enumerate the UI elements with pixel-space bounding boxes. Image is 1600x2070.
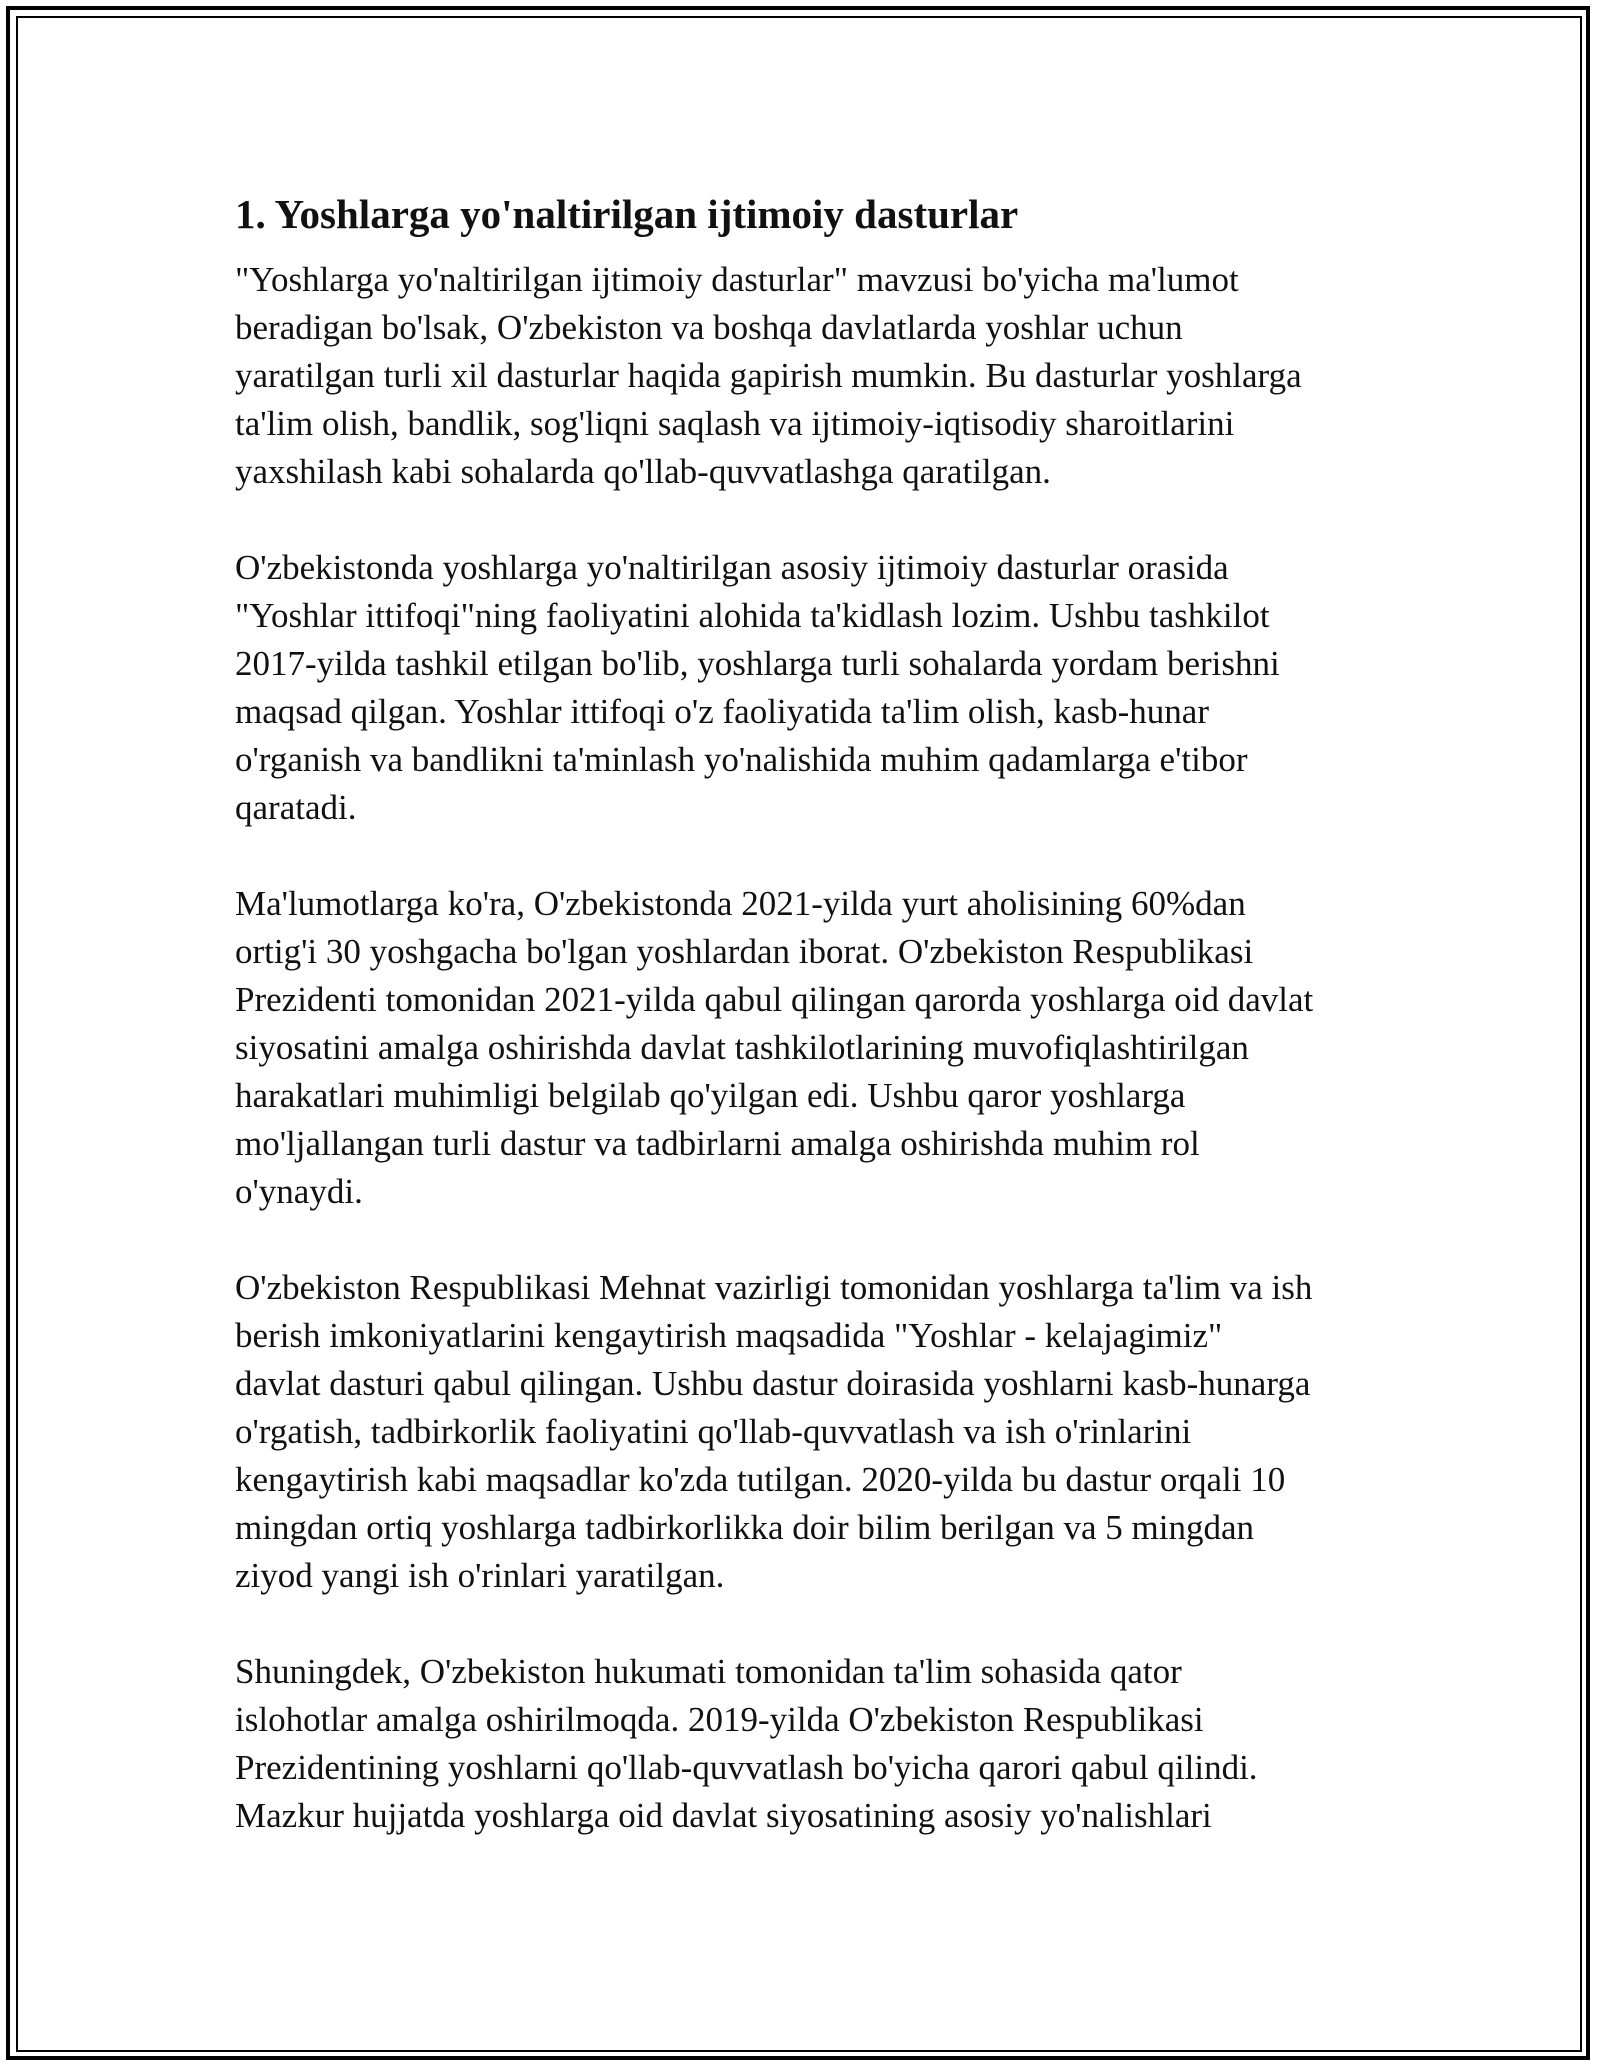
text-line: o'rganish va bandlikni ta'minlash yo'nalishida muhim qadamlarga e'tibor — [235, 740, 1248, 779]
text-line: yaratilgan turli xil dasturlar haqida gapirish mumkin. Bu dasturlar yoshlarga — [235, 356, 1302, 395]
paragraph-yoshlar-ittifoqi — [235, 544, 1395, 832]
text-line: mo'ljallangan turli dastur va tadbirlarni amalga oshirishda muhim rol — [235, 1124, 1200, 1163]
text-line: harakatlari muhimligi belgilab qo'yilgan edi. Ushbu qaror yoshlarga — [235, 1076, 1186, 1115]
text-line: ortig'i 30 yoshgacha bo'lgan yoshlardan iborat. O'zbekiston Respublikasi — [235, 932, 1254, 971]
text-line: O'zbekiston Respublikasi Mehnat vazirligi tomonidan yoshlarga ta'lim va ish — [235, 1268, 1313, 1307]
text-line: Shuningdek, O'zbekiston hukumati tomonidan ta'lim sohasida qator — [235, 1652, 1182, 1691]
text-line: Prezidentining yoshlarni qo'llab-quvvatlash bo'yicha qarori qabul qilindi. — [235, 1748, 1258, 1787]
text-line: o'ynaydi. — [235, 1172, 363, 1211]
text-line: beradigan bo'lsak, O'zbekiston va boshqa davlatlarda yoshlar uchun — [235, 308, 1183, 347]
text-line: Prezidenti tomonidan 2021-yilda qabul qilingan qarorda yoshlarga oid davlat — [235, 980, 1314, 1019]
text-line: ziyod yangi ish o'rinlari yaratilgan. — [235, 1556, 725, 1595]
text-line: O'zbekistonda yoshlarga yo'naltirilgan asosiy ijtimoiy dasturlar orasida — [235, 548, 1229, 587]
text-line: "Yoshlarga yo'naltirilgan ijtimoiy dasturlar" mavzusi bo'yicha ma'lumot — [235, 260, 1239, 299]
text-line: o'rgatish, tadbirkorlik faoliyatini qo'llab-quvvatlash va ish o'rinlarini — [235, 1412, 1192, 1451]
paragraph-mehnat-vazirligi — [235, 1264, 1395, 1600]
paragraph-statistics — [235, 880, 1395, 1216]
paragraph-talim-islohotlari — [235, 1648, 1395, 1840]
text-line: berish imkoniyatlarini kengaytirish maqsadida "Yoshlar - kelajagimiz" — [235, 1316, 1223, 1355]
text-line: qaratadi. — [235, 788, 357, 827]
document-title: 1. Yoshlarga yo'naltirilgan ijtimoiy dasturlar — [235, 191, 1019, 237]
text-line: Ma'lumotlarga ko'ra, O'zbekistonda 2021-yilda yurt aholisining 60%dan — [235, 884, 1246, 923]
text-line: islohotlar amalga oshirilmoqda. 2019-yilda O'zbekiston Respublikasi — [235, 1700, 1204, 1739]
paragraph-intro — [235, 256, 1395, 496]
text-line: mingdan ortiq yoshlarga tadbirkorlikka doir bilim berilgan va 5 mingdan — [235, 1508, 1255, 1547]
text-line: siyosatini amalga oshirishda davlat tashkilotlarining muvofiqlashtirilgan — [235, 1028, 1249, 1067]
text-line: Mazkur hujjatda yoshlarga oid davlat siyosatining asosiy yo'nalishlari — [235, 1796, 1212, 1835]
text-line: ta'lim olish, bandlik, sog'liqni saqlash va ijtimoiy-iqtisodiy sharoitlarini — [235, 404, 1235, 443]
text-line: 2017-yilda tashkil etilgan bo'lib, yoshlarga turli sohalarda yordam berishni — [235, 644, 1280, 683]
document-body — [235, 186, 1395, 1888]
text-line: "Yoshlar ittifoqi"ning faoliyatini alohida ta'kidlash lozim. Ushbu tashkilot — [235, 596, 1270, 635]
text-line: maqsad qilgan. Yoshlar ittifoqi o'z faoliyatida ta'lim olish, kasb-hunar — [235, 692, 1209, 731]
text-line: kengaytirish kabi maqsadlar ko'zda tutilgan. 2020-yilda bu dastur orqali 10 — [235, 1460, 1286, 1499]
text-line: davlat dasturi qabul qilingan. Ushbu dastur doirasida yoshlarni kasb-hunarga — [235, 1364, 1311, 1403]
text-line: yaxshilash kabi sohalarda qo'llab-quvvatlashga qaratilgan. — [235, 452, 1051, 491]
